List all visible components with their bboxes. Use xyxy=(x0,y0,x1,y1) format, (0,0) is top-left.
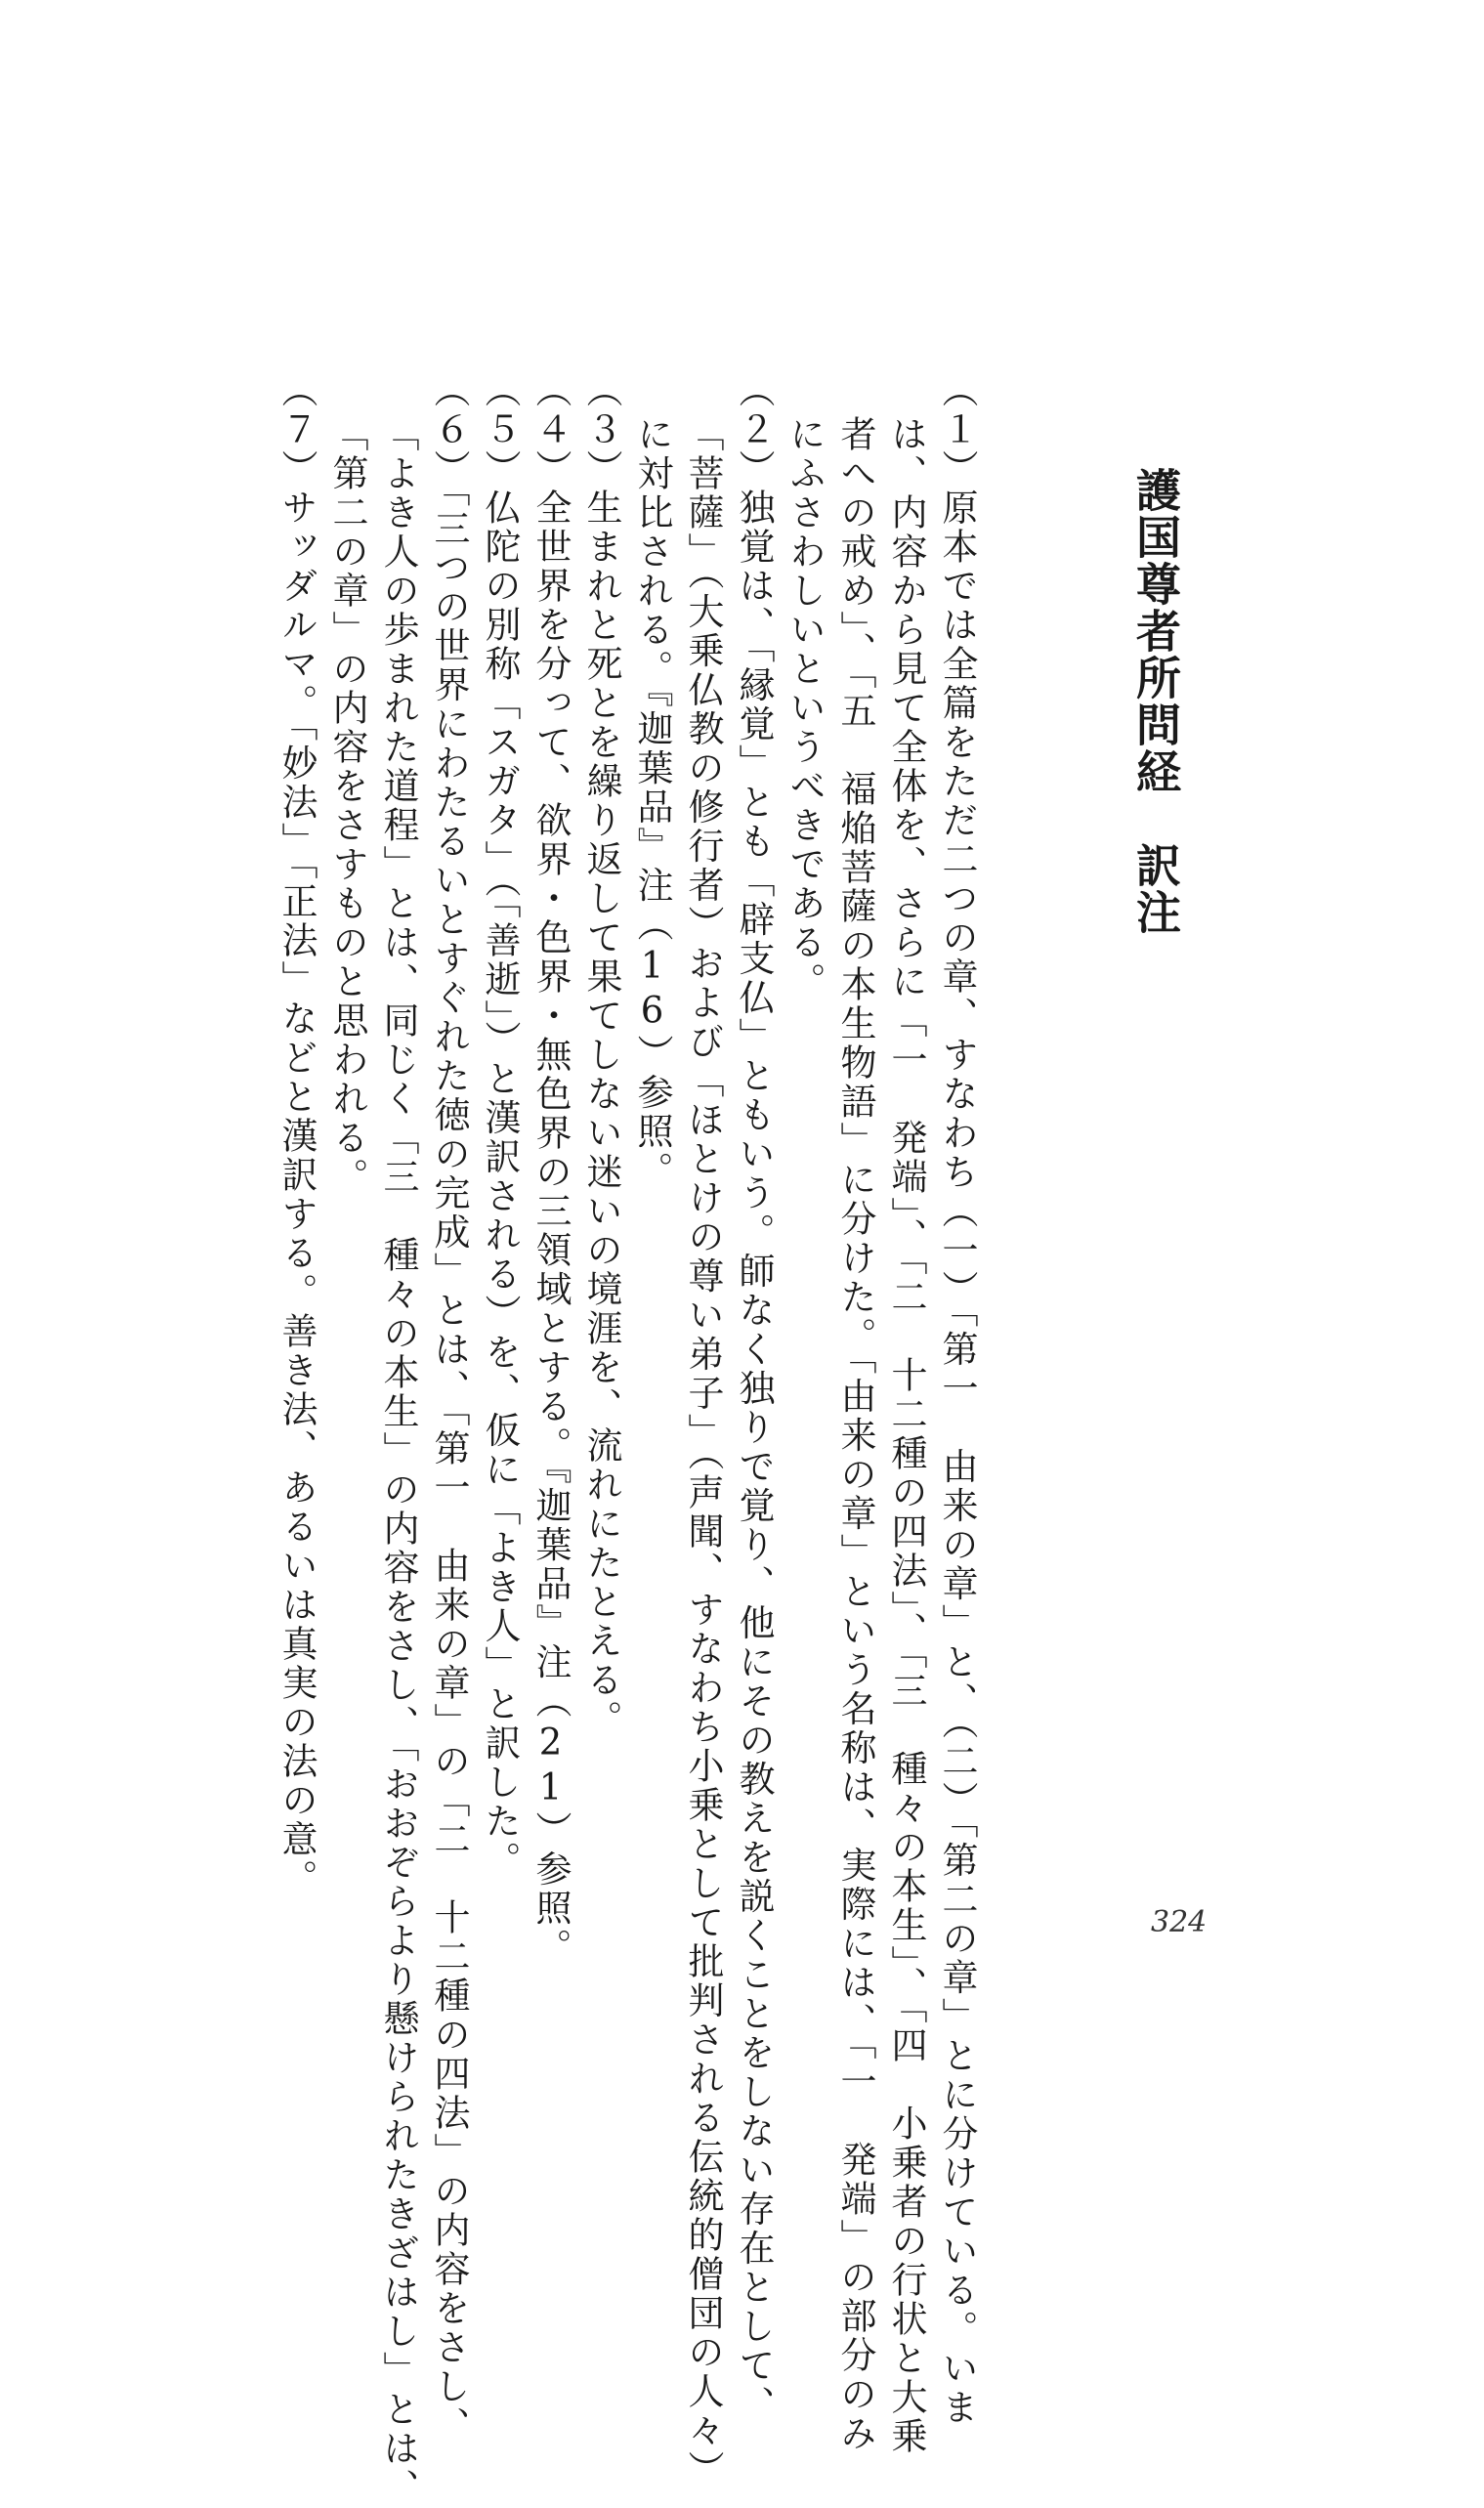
footnotes-column xyxy=(244,371,1016,2508)
note-line: （３）生まれと死とを繰り返して果てしない迷いの境涯を、流れにたとえる。 xyxy=(580,371,622,1739)
note-line: （２）独覚は、「縁覚」とも「辟支仏」ともいう。師なく独りで覚り、他にその教えを説くことをしない存在として、 xyxy=(733,371,775,2425)
note-line: （１）原本では全篇をただ二つの章、すなわち（一）「第一 由来の章」と、（二）「第二の章」とに分けている。いま xyxy=(936,371,978,2428)
note-line: （６）「三つの世界にわたるいとすぐれた徳の完成」とは、「第一 由来の章」の「二 十二種の四法」の内容をさし、 xyxy=(428,371,470,2445)
note-line: 「よき人の歩まれた道程」とは、同じく「三 種々の本生」の内容をさし、「おおぞらより懸けられたきざはし」とは、 xyxy=(377,415,419,2508)
note-line: （７）サッダルマ。「妙法」「正法」などと漢訳する。善き法、あるいは真実の法の意。 xyxy=(276,371,318,1898)
note-line: （５）仏陀の別称「スガタ」（「善逝」）と漢訳される）を、仮に「よき人」と訳した。 xyxy=(479,371,521,1881)
note-line: にふさわしいというべきである。 xyxy=(784,415,826,1001)
note-line: （４）全世界を分って、欲界・色界・無色界の三領域とする。『迦葉品』注（21）参照。 xyxy=(530,371,572,1968)
note-line: は、内容から見て全体を、さらに「一 発端」、「二 十二種の四法」、「三 種々の本生」、「四 小乗者の行状と大乗 xyxy=(885,415,927,2456)
note-line: 「菩薩」（大乗仏教の修行者）および「ほとけの尊い弟子」（声聞、すなわち小乗として批判される伝統的僧団の人々） xyxy=(682,415,724,2489)
running-header-title: 護国尊者所問経 訳注 xyxy=(1129,467,1182,936)
note-line: 者への戒め」、「五 福焔菩薩の本生物語」に分けた。「由来の章」という名称は、実際には、「一 発端」の部分のみ xyxy=(834,415,876,2453)
page-number: 324 xyxy=(1151,1905,1208,1939)
note-line: に対比される。『迦葉品』注（16）参照。 xyxy=(631,415,673,1191)
note-line: 「第二の章」の内容をさすものと思われる。 xyxy=(326,415,368,1197)
